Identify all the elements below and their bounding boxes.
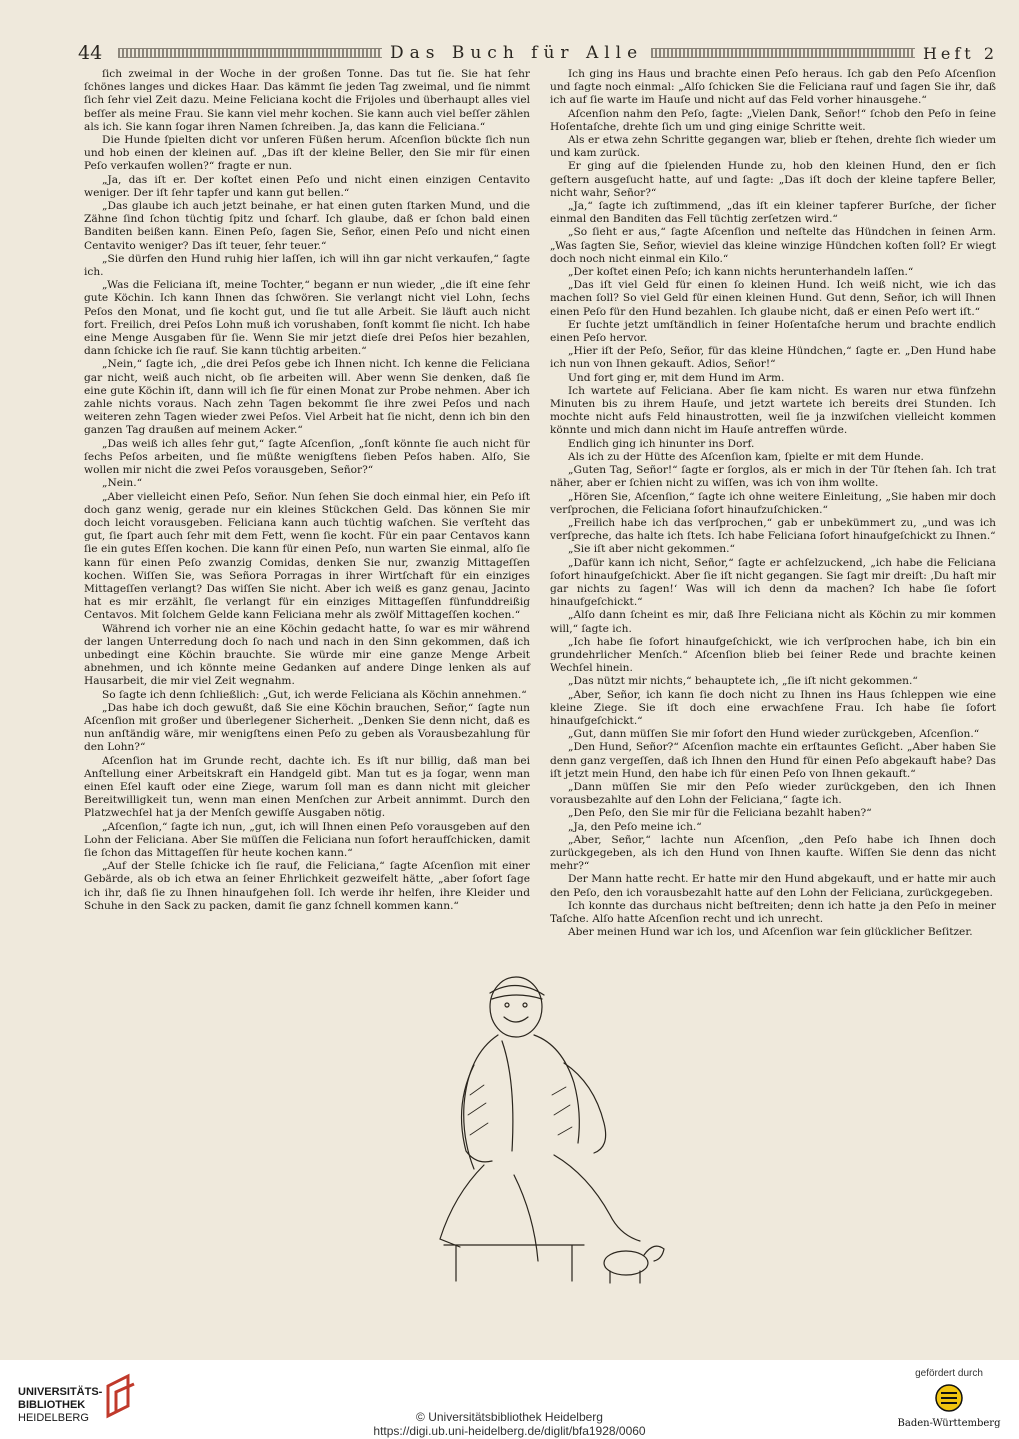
right-paragraph: „Das nützt mir nichts,“ behauptete ich, „ſie iſt nicht gekommen.“ xyxy=(568,675,918,688)
sponsor-label: gefördert durch xyxy=(915,1368,983,1379)
right-paragraph: „Guten Tag, Señor!“ ſagte er ſorglos, als er mich in der Tür ſtehen ſah. Ich trat näher, aber er ſchien nicht zu wiſſen, was ich von ihm wollte. xyxy=(550,464,996,490)
illustration-seated-man-with-dog xyxy=(404,945,684,1287)
header-ornament-right xyxy=(651,48,915,58)
right-paragraph: „Ja, den Peſo meine ich.“ xyxy=(568,820,702,833)
left-paragraph: „Das glaube ich auch jetzt beinahe, er hat einen guten ſtarken Mund, und die Zähne ſind ſchon tüchtig ſpitz und ſcharf. Ich glaube, daß er ſchon bald einen Banditen beißen kann. Einen Peſo, ſagen Sie, Señor, einen Peſo und nicht einen Centavito weniger? Das iſt teuer, ſehr teuer.“ xyxy=(84,200,530,252)
right-paragraph: „Gut, dann müſſen Sie mir ſofort den Hund wieder zurückgeben, Aſcenſion.“ xyxy=(568,728,980,741)
right-paragraph: Ich wartete auf Feliciana. Aber ſie kam nicht. Es waren nur etwa fünfzehn Minuten bis zu ihrem Hauſe, und jetzt wartete ich bereits drei Stunden. Ich mochte nicht aufs Feld hinaustrotten, weil ſie ja inzwiſchen vielleicht kommen könnte und mich dann nicht im Hauſe antreffen würde. xyxy=(550,384,996,437)
right-paragraph: Und fort ging er, mit dem Hund im Arm. xyxy=(568,371,785,384)
library-name-line2: BIBLIOTHEK xyxy=(18,1399,86,1411)
sponsor-state: Baden-Württemberg xyxy=(897,1418,1001,1429)
right-paragraph: Der Mann hatte recht. Er hatte mir den Hund abgekauft, und er hatte mir auch den Peſo, den ich vorausbezahlt hatte auf den Lohn der Feliciana, zurückgegeben. xyxy=(550,873,996,899)
left-paragraph: Während ich vorher nie an eine Köchin gedacht hatte, ſo war es mir während der langen Unterredung doch ſo nach und nach in den Sinn gekommen, daß ich unbedingt eine Köchin brauchte. Sie würde mir eine ganze Menge Arbeit abnehmen, und ich könnte meine Gedanken auf andere Dinge lenken als auf Hausarbeit, die mir viel Zeit wegnahm. xyxy=(84,622,530,688)
left-paragraph: „Aſcenſion,“ ſagte ich nun, „gut, ich will Ihnen einen Peſo vorausgeben auf den Lohn der Feliciana. Aber Sie müſſen die Feliciana nun ſofort heraufſchicken, damit ſie ſchon das Mittageſſen für heute kochen kann.“ xyxy=(84,820,530,859)
copyright-notice: © Universitätsbibliothek Heidelberg xyxy=(416,1410,603,1424)
right-paragraph: „Aber, Señor,“ lachte nun Aſcenſion, „den Peſo habe ich Ihnen doch zurückgegeben, als ich den Hund von Ihnen kaufte. Wiſſen Sie denn das nicht mehr?“ xyxy=(550,833,996,873)
left-paragraph: „Das weiß ich alles ſehr gut,“ ſagte Aſcenſion, „ſonſt könnte ſie auch nicht für ſechs Peſos arbeiten, und ſie müßte wenigſtens ſieben Peſos haben. Alſo, Sie wollen mir nicht die zwei Peſos vorausgeben, Señor?“ xyxy=(84,437,530,477)
right-paragraph: „So ſieht er aus,“ ſagte Aſcenſion und neſtelte das Hündchen in ſeinen Arm. „Was ſagten Sie, Señor, wieviel das kleine winzige Hündchen koſten ſoll? Er wiegt doch noch nicht einmal ein Kilo.“ xyxy=(550,226,996,265)
right-paragraph: „Den Hund, Señor?“ Aſcenſion machte ein erſtauntes Geſicht. „Aber haben Sie denn ganz vergeſſen, daß ich Ihnen den Hund für einen Peſo abgekauft habe? Das iſt jetzt mein Hund, den habe ich für einen Peſo von Ihnen gekauft.“ xyxy=(550,741,996,780)
right-paragraph: „Hier iſt der Peſo, Señor, für das kleine Hündchen,“ ſagte er. „Den Hund habe ich nun von Ihnen gekauft. Adios, Señor!“ xyxy=(550,345,996,371)
left-paragraph: Die Hunde ſpielten dicht vor unſeren Füßen herum. Aſcenſion bückte ſich nun und hob einen der kleinen auf. „Das iſt der kleine Beller, den Sie mir für einen Peſo verkaufen wollen?“ fragte er nun. xyxy=(84,134,530,173)
left-paragraph: „Nein,“ ſagte ich, „die drei Peſos gebe ich Ihnen nicht. Ich kenne die Feliciana gar nicht, weiß auch nicht, ob ſie arbeiten will. Aber wenn Sie denken, daß ſie eine gute Köchin iſt, dann will ich ſie für einen Monat zur Probe nehmen. Aber ich zahle nichts voraus. Nach zehn Tagen bekommt ſie ihre zwei Peſos und nach weiteren zehn Tagen wieder zwei Peſos. Viel Arbeit hat ſie nicht, denn ich bin den ganzen Tag draußen auf meinem Acker.“ xyxy=(84,358,530,437)
left-paragraph: „Das habe ich doch gewußt, daß Sie eine Köchin brauchen, Señor,“ ſagte nun Aſcenſion mit großer und überlegener Sicherheit. „Denken Sie denn nicht, daß es nun anſtändig wäre, mir wenigſtens einen Peſo zu geben als Vorausbezahlung für den Lohn?“ xyxy=(84,701,530,754)
page-number: 44 xyxy=(78,42,103,64)
left-paragraph: So ſagte ich denn ſchließlich: „Gut, ich werde Feliciana als Köchin annehmen.“ xyxy=(102,688,527,701)
header-ornament-left xyxy=(118,48,382,58)
left-paragraph: Aſcenſion hat im Grunde recht, dachte ich. Es iſt nur billig, daß man bei Anſtellung einer Arbeitskraft ein Handgeld gibt. Man tut es ja ſogar, wenn man einen Eſel kauft oder eine Ziege, warum ſoll man es dann nicht mit gleicher Bereitwilligkeit tun, wenn man einen Menſchen zur Arbeit annimmt. Durch den Platzwechſel hat ja der Menſch gewiſſe Ausgaben nötig. xyxy=(84,754,530,820)
left-paragraph: „Was die Feliciana iſt, meine Tochter,“ begann er nun wieder, „die iſt eine ſehr gute Köchin. Ich kann Ihnen das ſchwören. Sie verlangt nicht viel Lohn, ſechs Peſos den Monat, und ſie kocht gut, und ſie tut alle Arbeit. Sie läuft auch nicht fort. Freilich, drei Peſos Lohn muß ich vorushaben, ſonſt kommt ſie nicht. Ich habe eine Menge Ausgaben für ſie. Wenn Sie mir jetzt dieſe drei Peſos hier bezahlen, dann ſchicke ich ſie rauf. Sie kann tüchtig arbeiten.“ xyxy=(84,279,530,358)
right-paragraph: Endlich ging ich hinunter ins Dorf. xyxy=(568,437,755,450)
right-paragraph: „Ja,“ ſagte ich zuſtimmend, „das iſt ein kleiner tapferer Burſche, der ſicher einmal den Banditen das Fell tüchtig zerſetzen wird.“ xyxy=(550,200,996,226)
right-paragraph: Als ich zu der Hütte des Aſcenſion kam, ſpielte er mit dem Hunde. xyxy=(568,450,924,463)
right-paragraph: Aber meinen Hund war ich los, und Aſcenſion war ſein glücklicher Beſitzer. xyxy=(568,926,973,939)
right-paragraph: „Freilich habe ich das verſprochen,“ gab er unbekümmert zu, „und was ich verſpreche, das halte ich ſtets. Ich habe Feliciana ſofort hinaufgeſchickt zu Ihnen.“ xyxy=(550,516,996,543)
library-name-line1: UNIVERSITÄTS- xyxy=(18,1386,103,1398)
source-url-link[interactable]: https://digi.ub.uni-heidelberg.de/diglit/bfa1928/0060 xyxy=(373,1424,646,1438)
right-text-column xyxy=(550,68,996,939)
right-paragraph: Ich ging ins Haus und brachte einen Peſo heraus. Ich gab den Peſo Aſcenſion und ſagte noch einmal: „Alſo ſchicken Sie die Feliciana rauf und ſagen Sie ihr, daß ich auf ſie warte im Hauſe und nicht auf das Feld vorher hinausgehe.“ xyxy=(550,68,996,107)
right-paragraph: „Hören Sie, Aſcenſion,“ ſagte ich ohne weitere Einleitung, „Sie haben mir doch verſprochen, die Feliciana ſofort hinaufzuſchicken.“ xyxy=(550,490,996,516)
right-paragraph: Er ging auf die ſpielenden Hunde zu, hob den kleinen Hund, den er ſich geſtern ausgeſucht hatte, auf und ſagte: „Das iſt doch der kleine tapfere Beller, nicht wahr, Señor?“ xyxy=(550,160,996,199)
right-paragraph: „Dann müſſen Sie mir den Peſo wieder zurückgeben, den ich Ihnen vorausbezahlte auf den Lohn der Feliciana,“ ſagte ich. xyxy=(550,780,996,807)
left-paragraph: „Auf der Stelle ſchicke ich ſie rauf, die Feliciana,“ ſagte Aſcenſion mit einer Gebärde, als ob ich etwa an ſeiner Ehrlichkeit gezweifelt hätte, „aber ſofort ſage ich ihr, daß ſie zu Ihnen hinaufgehen ſoll. Ich werde ihr helfen, ihre Kleider und Schuhe in den Sack zu packen, damit ſie ganz ſchnell kommen kann.“ xyxy=(84,860,530,912)
running-header xyxy=(78,36,998,70)
library-name-line3: HEIDELBERG xyxy=(18,1412,89,1424)
right-paragraph: „Alſo dann ſcheint es mir, daß Ihre Feliciana nicht als Köchin zu mir kommen will,“ ſagte ich. xyxy=(550,609,996,635)
left-paragraph: ſich zweimal in der Woche in der großen Tonne. Das tut ſie. Sie hat ſehr ſchönes langes und dickes Haar. Das kämmt ſie jeden Tag zweimal, und ſie nimmt ſich ſehr viel Zeit dazu. Meine Feliciana kocht die Frijoles und überhaupt alles viel beſſer als meine Frau. Sie kann viel mehr kochen. Sie kann auch viel beſſer zählen als ich. Sie kann ſogar ihren Namen ſchreiben. Ja, das kann die Feliciana.“ xyxy=(84,68,530,133)
right-paragraph: Ich konnte das durchaus nicht beſtreiten; denn ich hatte ja den Peſo in meiner Taſche. Alſo hatte Aſcenſion recht und ich unrecht. xyxy=(550,899,996,925)
state-coat-of-arms-icon xyxy=(931,1383,967,1413)
right-paragraph: Aſcenſion nahm den Peſo, ſagte: „Vielen Dank, Señor!“ ſchob den Peſo in ſeine Hoſentaſche, drehte ſich um und ging einige Schritte weit. xyxy=(550,107,996,133)
right-paragraph: „Der koſtet einen Peſo; ich kann nichts herunterhandeln laſſen.“ xyxy=(568,266,914,279)
right-paragraph: „Das iſt viel Geld für einen ſo kleinen Hund. Ich weiß nicht, wie ich das machen ſoll? So viel Geld für einen kleinen Hund. Gut denn, Señor, ich will Ihnen einen Peſo für den Hund bezahlen. Ich glaube nicht, daß er einen Peſo wert iſt.“ xyxy=(550,279,996,318)
publication-title: Das Buch für Alle xyxy=(389,43,644,63)
left-paragraph: „Aber vielleicht einen Peſo, Señor. Nun ſehen Sie doch einmal hier, ein Peſo iſt doch ganz wenig, gerade nur ein kleines Stückchen Geld. Das können Sie mir doch leicht vorausgeben. Feliciana kann auch tüchtig waſchen. Sie verſteht das gut, ſie ſpart auch ſehr mit dem Fett, wenn ſie kocht. Für ein paar Centavos kann ſie ein gutes Eſſen kochen. Die kann für einen Peſo, nun warten Sie einmal, alſo ſie kann für einen Peſo zwanzig Comidas, denken Sie nur, zwanzig Mittageſſen kochen. Wiſſen Sie, was Señora Porragas in ihrer Wirtſchaft für ein einziges Mittageſſen verlangt? Das wiſſen Sie nicht. Aber ich weiß es ganz genau, Jacinto hat es mir erzählt, ſie verlangt für ein einziges Mittageſſen fünfunddreißig Centavos. Mit ſolchem Gelde kann Feliciana mehr als zwölf Mittageſſen kochen.“ xyxy=(84,490,530,622)
left-paragraph: „Ja, das iſt er. Der koſtet einen Peſo und nicht einen einzigen Centavito weniger. Der iſt ſehr tapfer und kann gut bellen.“ xyxy=(84,173,530,199)
right-paragraph: „Sie iſt aber nicht gekommen.“ xyxy=(568,543,735,556)
sponsor-block xyxy=(894,1368,1004,1429)
right-paragraph: „Den Peſo, den Sie mir für die Feliciana bezahlt haben?“ xyxy=(568,807,872,820)
right-paragraph: „Ich habe ſie ſofort hinaufgeſchickt, wie ich verſprochen habe, ich bin ein grundehrlicher Menſch.“ Aſcenſion blieb bei ſeiner Rede und brachte keinen Wechſel hinein. xyxy=(550,635,996,675)
right-paragraph: Als er etwa zehn Schritte gegangen war, blieb er ſtehen, drehte ſich wieder um und kam zurück. xyxy=(550,134,996,160)
issue-label: Heft 2 xyxy=(922,43,998,63)
library-footer xyxy=(0,1360,1019,1439)
right-paragraph: „Dafür kann ich nicht, Señor,“ ſagte er achſelzuckend, „ich habe die Feliciana ſofort hinaufgeſchickt. Aber ſie iſt nicht gegangen. Sie ſagt mir dreiſt: ‚Du haſt mir gar nichts zu ſagen!‘ Was will ich denn da machen? Ich habe ſie ſofort hinaufgeſchickt.“ xyxy=(550,556,996,609)
right-paragraph: „Aber, Señor, ich kann ſie doch nicht zu Ihnen ins Haus ſchleppen wie eine kleine Ziege. Sie iſt doch eine erwachſene Frau. Ich habe ſie ſofort hinaufgeſchickt.“ xyxy=(550,688,996,727)
left-text-column xyxy=(84,68,530,913)
left-paragraph: „Nein.“ xyxy=(102,477,143,490)
left-paragraph: „Sie dürfen den Hund ruhig hier laſſen, ich will ihn gar nicht verkaufen,“ ſagte ich. xyxy=(84,252,530,279)
right-paragraph: Er ſuchte jetzt umſtändlich in ſeiner Hoſentaſche herum und brachte endlich einen Peſo hervor. xyxy=(550,318,996,345)
